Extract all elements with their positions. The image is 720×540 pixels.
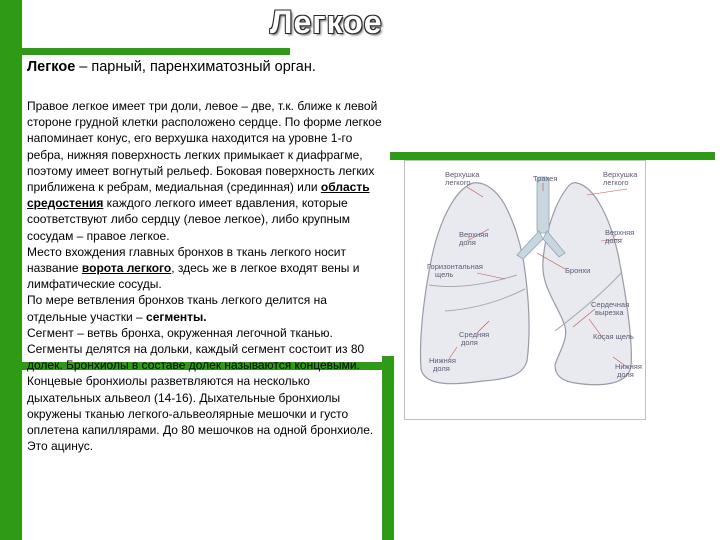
- label-upper-right-2: доля: [459, 238, 476, 247]
- accent-bar-left: [0, 0, 22, 540]
- intro-definition: [27, 58, 347, 77]
- label-cardiac-notch-1: Сердечная: [591, 300, 630, 309]
- label-upper-right-1: Верхняя: [459, 230, 489, 239]
- label-cardiac-notch-2: вырезка: [595, 308, 624, 317]
- body-paragraph: [27, 292, 383, 324]
- label-oblique-fissure: Косая щель: [593, 332, 634, 341]
- label-horizontal-fissure-1: Горизонтальная: [427, 262, 483, 271]
- label-trachea: Трахея: [533, 174, 558, 183]
- label-lower-right-2: доля: [433, 364, 450, 373]
- left-lung-shape: [543, 183, 635, 385]
- paragraph-text: , здесь же в легкое входят вены и лимфатические сосуды.: [27, 261, 360, 292]
- paragraph-text: Сегмент – ветвь бронха, окруженная легочной тканью. Сегменты делятся на дольки, каждый сегмент состоит из 80 долек. Бронхиолы в составе долек называются концевыми. Концевые бронхиолы разветвляются на несколько дыхательных альвеол (14-16). Дыхательные бронхиолы окружены тканью легкого-альвеолярные мешочки и густо оплетена капиллярами. До 80 мешочков на одной бронхиоле. Это ацинус.: [27, 325, 374, 454]
- paragraph-text: каждого легкого имеет вдавления, которые соответствуют либо сердцу (левое легкое), либо крупным сосудам – правое легкое.: [27, 196, 351, 243]
- emphasized-term: ворота легкого: [81, 261, 172, 276]
- lung-illustration: [404, 160, 646, 420]
- body-paragraph: [27, 98, 383, 244]
- paragraph-text: Правое легкое имеет три доли, левое – две, т.к. ближе к левой стороне грудной клетки расположено сердце. По форме легкое напоминает конус, его верхушка находится на уровне 1-го ребра, нижняя поверхность легких примыкает к диафрагме, поэтому имеет вогнутый рельеф. Боковая поверхность легких приближена к ребрам, медиальная (срединная) или: [27, 99, 382, 195]
- body-paragraph: [27, 244, 383, 293]
- accent-bar-right-top: [390, 152, 715, 160]
- label-apex-left-2: легкого: [603, 178, 629, 187]
- paragraph-text: По мере ветвления бронхов ткань легкого делится на отдельные участки –: [27, 293, 327, 324]
- label-lower-left-1: Нижняя: [615, 362, 642, 371]
- body-paragraph: [27, 325, 383, 455]
- label-apex-right-2: легкого: [445, 178, 471, 187]
- label-apex-right-1: Верхушка: [445, 170, 480, 179]
- intro-term: Легкое: [27, 59, 76, 75]
- label-middle-1: Средняя: [459, 330, 490, 339]
- bold-term: сегменты.: [146, 309, 207, 324]
- body-text: [27, 98, 383, 454]
- lung-diagram: [405, 161, 645, 419]
- label-upper-left-2: доля: [605, 236, 622, 245]
- right-lung-shape: [420, 183, 529, 384]
- slide-title: Легкое: [270, 4, 383, 40]
- label-lower-right-1: Нижняя: [429, 356, 456, 365]
- label-horizontal-fissure-2: щель: [435, 270, 454, 279]
- intro-rest: – парный, паренхиматозный орган.: [75, 59, 316, 75]
- label-apex-left-1: Верхушка: [603, 170, 638, 179]
- label-lower-left-2: доля: [617, 370, 634, 379]
- paragraph-text: Место вхождения главных бронхов в ткань легкого носит название: [27, 244, 347, 276]
- accent-bar-right-bottom: [382, 356, 394, 540]
- label-middle-2: доля: [461, 338, 478, 347]
- accent-bar-top: [0, 48, 290, 55]
- label-bronchi: Бронхи: [565, 266, 591, 275]
- emphasized-term: область средостения: [27, 180, 370, 211]
- label-upper-left-1: Верхняя: [605, 228, 635, 237]
